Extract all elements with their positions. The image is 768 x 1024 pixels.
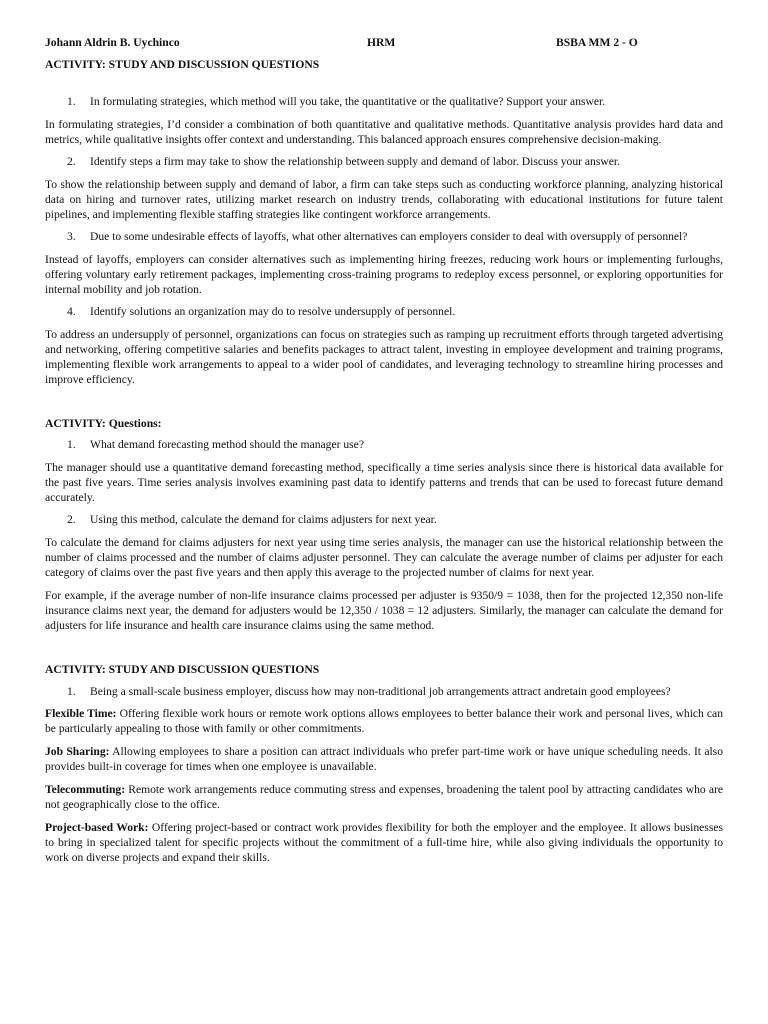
point-text: Offering project-based or contract work provides flexibility for both the employer and the employee. It allows businesses to bring in specialized talent for specific projects without the commitment of a full-time hire, while also giving individuals the opportunity to work on diverse projects and expand their skills. (45, 821, 723, 864)
point-text: Allowing employees to share a position can attract individuals who prefer part-time work or have unique scheduling needs. It also provides built-in coverage for times when one employee is unavailable. (45, 745, 723, 773)
activity-1-question-2 (45, 154, 723, 169)
activity-2-title-rest: Questions: (108, 417, 162, 430)
class-section: BSBA MM 2 - O (556, 36, 638, 49)
point-lead: Project-based Work: (45, 821, 149, 834)
activity-2-answer-2: To calculate the demand for claims adjusters for next year using time series analysis, the manager can use the historical relationship between the number of claims processed and the number of claims adjuster personnel. They can calculate the average number of claims per adjuster for each category of claims over the past five years and then apply this average to the projected number of claims for next year. (45, 536, 723, 579)
question-number: 1. (67, 95, 76, 108)
activity-2-title (45, 416, 723, 431)
activity-2-question-2 (45, 512, 723, 527)
activity-3-title: ACTIVITY: STUDY AND DISCUSSION QUESTIONS (45, 663, 320, 676)
student-name: Johann Aldrin B. Uychinco (45, 36, 180, 49)
question-number: 2. (67, 155, 76, 168)
activity-2-example: For example, if the average number of non-life insurance claims processed per adjuster is 9350/9 = 1038, then for the projected 12,350 non-life insurance claims next year, the demand for adjusters would be 12,350 / 1038 = 12 adjusters. Similarly, the manager can calculate the demand for adjusters for life insurance and health care insurance claims using the same method. (45, 589, 723, 632)
activity-3-question-1 (45, 684, 723, 699)
point-text: Remote work arrangements reduce commuting stress and expenses, broadening the talent pool by attracting candidates who are not geographically close to the office. (45, 783, 723, 811)
activity-2-question-1 (45, 437, 723, 452)
activity-1-answer-3: Instead of layoffs, employers can consider alternatives such as implementing hiring freezes, reducing work hours or implementing furloughs, offering voluntary early retirement packages, implementing cross-training programs to redeploy excess personnel, or exploring opportunities for internal mobility and job rotation. (45, 253, 723, 296)
activity-1-title: ACTIVITY: STUDY AND DISCUSSION QUESTIONS (45, 58, 320, 71)
question-number: 2. (67, 513, 76, 526)
question-text: Identify steps a firm may take to show the relationship between supply and demand of labor. Discuss your answer. (90, 155, 620, 168)
activity-1-question-3 (45, 229, 723, 244)
point-flexible-time (45, 706, 723, 736)
point-lead: Job Sharing: (45, 745, 110, 758)
activity-2-answer-1: The manager should use a quantitative demand forecasting method, specifically a time series analysis since there is historical data available for the past five years. Time series analysis involves examining past data to identify patterns and trends that can be used to forecast future demand accurately. (45, 461, 723, 504)
activity-1-question-4 (45, 304, 723, 319)
question-text: Due to some undesirable effects of layoffs, what other alternatives can employers consider to deal with oversupply of personnel? (90, 230, 688, 243)
question-number: 4. (67, 305, 76, 318)
question-number: 3. (67, 230, 76, 243)
activity-1-answer-1: In formulating strategies, I’d consider a combination of both quantitative and qualitative methods. Quantitative analysis provides hard data and metrics, while qualitative insights offer context and understanding. This balanced approach ensures comprehensive decision-making. (45, 118, 723, 146)
document-header (45, 35, 723, 51)
point-project-based-work (45, 820, 723, 865)
activity-2-title-label: ACTIVITY: (45, 417, 109, 430)
point-lead: Flexible Time: (45, 707, 117, 720)
question-number: 1. (67, 438, 76, 451)
activity-1-answer-4: To address an undersupply of personnel, organizations can focus on strategies such as ramping up recruitment efforts through targeted advertising and networking, offering competitive salaries and benefits packages to attract talent, investing in employee development and training programs, implementing flexible work arrangements to appeal to a wider pool of candidates, and leveraging technology to streamline hiring processes and improve efficiency. (45, 328, 723, 386)
question-text: In formulating strategies, which method will you take, the quantitative or the qualitative? Support your answer. (90, 95, 606, 108)
point-job-sharing (45, 744, 723, 774)
point-lead: Telecommuting: (45, 783, 126, 796)
point-text: Offering flexible work hours or remote work options allows employees to better balance their work and personal lives, which can be particularly appealing to those with family or other commitments. (45, 707, 723, 735)
question-number: 1. (67, 685, 76, 698)
question-text: Being a small-scale business employer, discuss how may non-traditional job arrangements attract andretain good employees? (90, 685, 671, 698)
question-text: What demand forecasting method should the manager use? (90, 438, 364, 451)
activity-1-answer-2: To show the relationship between supply and demand of labor, a firm can take steps such as conducting workforce planning, analyzing historical data on hiring and turnover rates, utilizing market research on industry trends, collaborating with educational institutions for future talent pipelines, and implementing flexible staffing strategies like contingent workforce arrangements. (45, 178, 723, 221)
question-text: Using this method, calculate the demand for claims adjusters for next year. (90, 513, 437, 526)
point-telecommuting (45, 782, 723, 812)
question-text: Identify solutions an organization may do to resolve undersupply of personnel. (90, 305, 456, 318)
course-code: HRM (367, 36, 396, 49)
activity-1-question-1 (45, 94, 723, 109)
